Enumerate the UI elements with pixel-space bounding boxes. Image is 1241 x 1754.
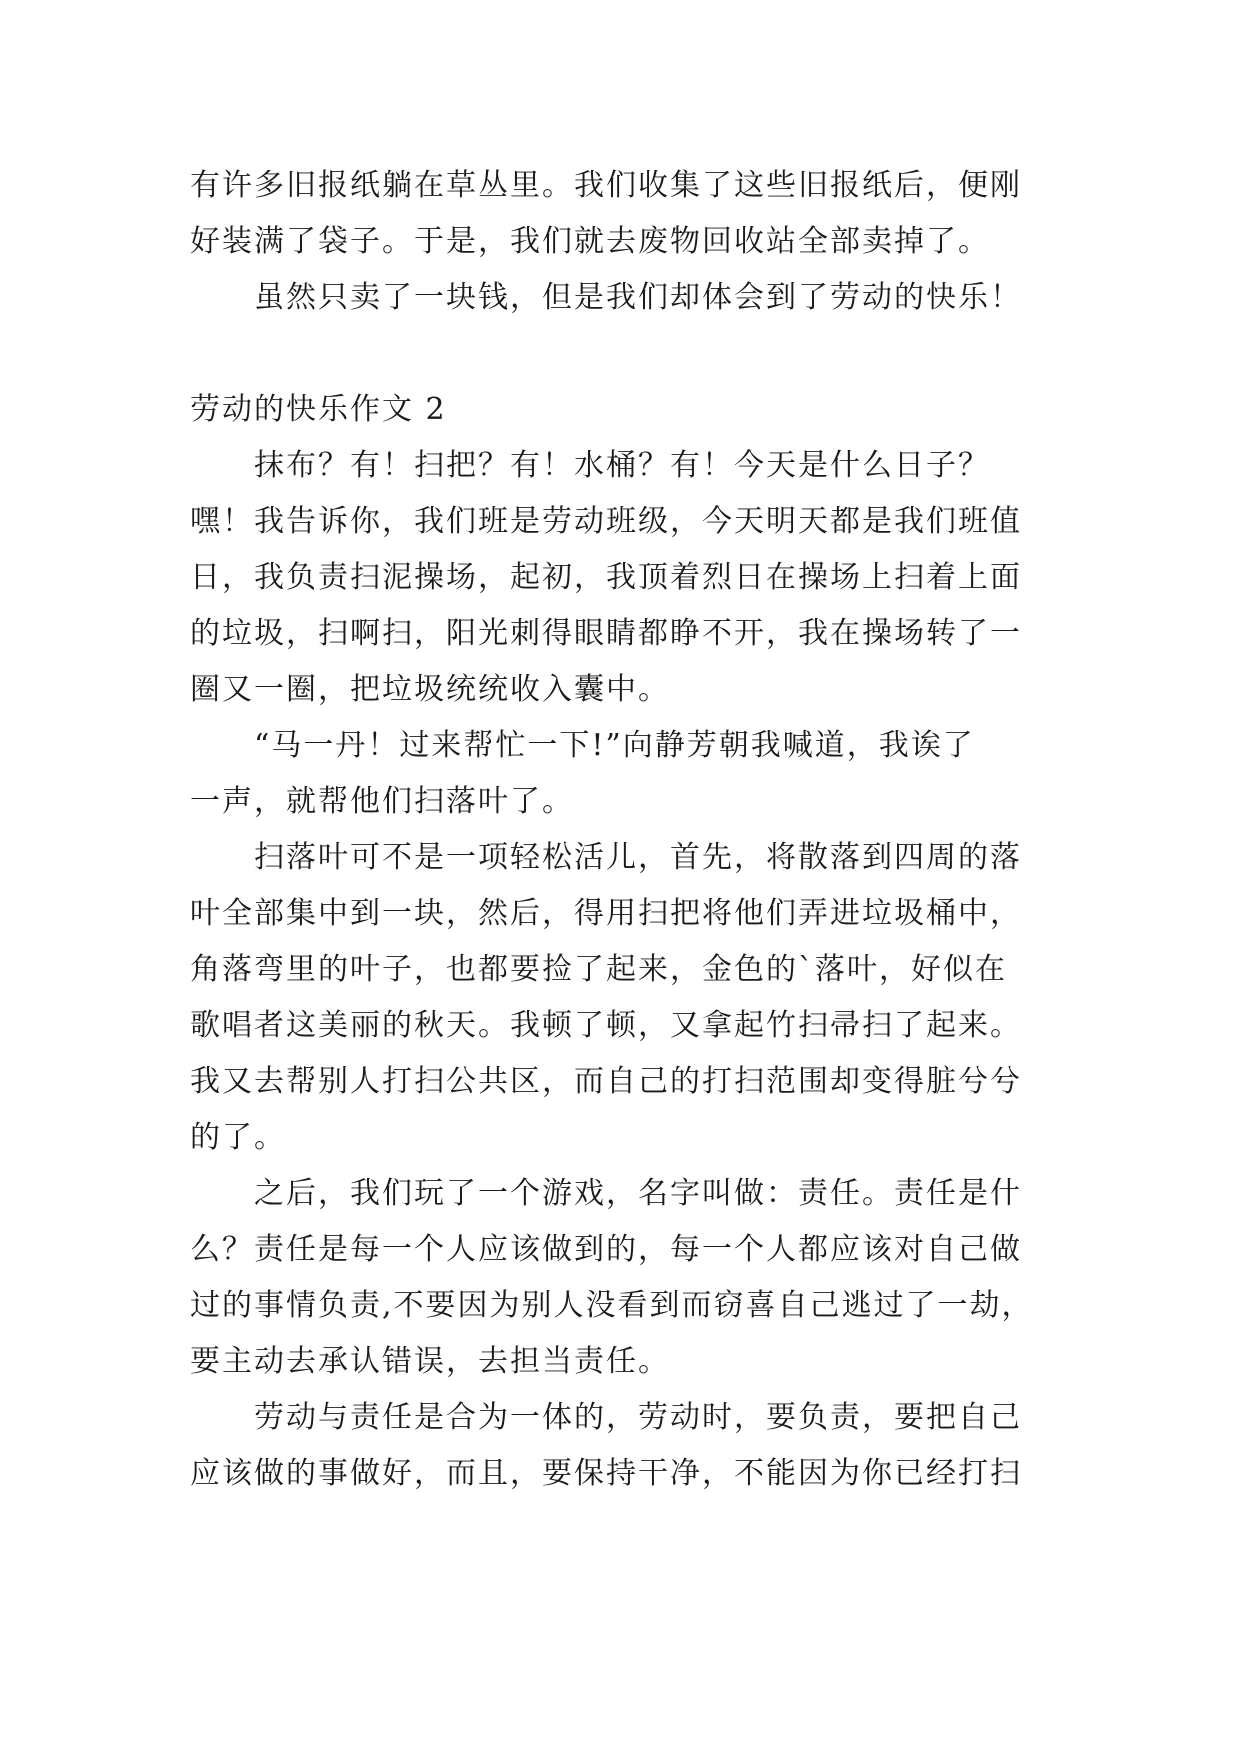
document-body (190, 158, 1070, 1502)
para3-line-1: 扫落叶可不是一项轻松活儿，首先，将散落到四周的落 (254, 840, 1022, 875)
para1-line-4: 的垃圾，扫啊扫，阳光刺得眼睛都睁不开，我在操场转了一 (190, 616, 1022, 651)
para5-line-1: 劳动与责任是合为一体的，劳动时，要负责，要把自己 (254, 1400, 1022, 1435)
para3-line-5: 我又去帮别人打扫公共区，而自己的打扫范围却变得脏兮兮 (190, 1064, 1022, 1099)
para4-line-1: 之后，我们玩了一个游戏，名字叫做：责任。责任是什 (254, 1176, 1022, 1211)
para1-line-3: 日，我负责扫泥操场，起初，我顶着烈日在操场上扫着上面 (190, 560, 1022, 595)
para3-line-3: 角落弯里的叶子，也都要捡了起来，金色的`落叶，好似在 (190, 952, 1007, 987)
para1-line-5: 圈又一圈，把垃圾统统收入囊中。 (190, 672, 670, 707)
para3-line-2: 叶全部集中到一块，然后，得用扫把将他们弄进垃圾桶中， (190, 896, 1022, 931)
para5-line-2: 应该做的事做好，而且，要保持干净，不能因为你已经打扫 (190, 1456, 1022, 1491)
para4-line-2: 么？责任是每一个人应该做到的，每一个人都应该对自己做 (190, 1232, 1022, 1267)
para2-line-2: 一声，就帮他们扫落叶了。 (190, 784, 574, 819)
blank-spacer (190, 326, 1070, 382)
para2-line-1: “马一丹！过来帮忙一下!”向静芳朝我喊道，我诶了 (254, 728, 975, 763)
para4-line-4: 要主动去承认错误，去担当责任。 (190, 1344, 670, 1379)
para3-line-6: 的了。 (190, 1120, 286, 1155)
intro-line-1: 有许多旧报纸躺在草丛里。我们收集了这些旧报纸后，便刚 (190, 168, 1022, 203)
intro-line-2: 好装满了袋子。于是，我们就去废物回收站全部卖掉了。 (190, 224, 990, 259)
para1-line-2: 嘿！我告诉你，我们班是劳动班级，今天明天都是我们班值 (190, 504, 1022, 539)
para1-line-1: 抹布？有！扫把？有！水桶？有！今天是什么日子？ (254, 448, 990, 483)
section-title: 劳动的快乐作文 2 (190, 392, 447, 427)
para4-line-3: 过的事情负责,不要因为别人没看到而窃喜自己逃过了一劫， (190, 1288, 1034, 1323)
intro-closing: 虽然只卖了一块钱，但是我们却体会到了劳动的快乐！ (254, 280, 1022, 315)
para3-line-4: 歌唱者这美丽的秋天。我顿了顿，又拿起竹扫帚扫了起来。 (190, 1008, 1022, 1043)
